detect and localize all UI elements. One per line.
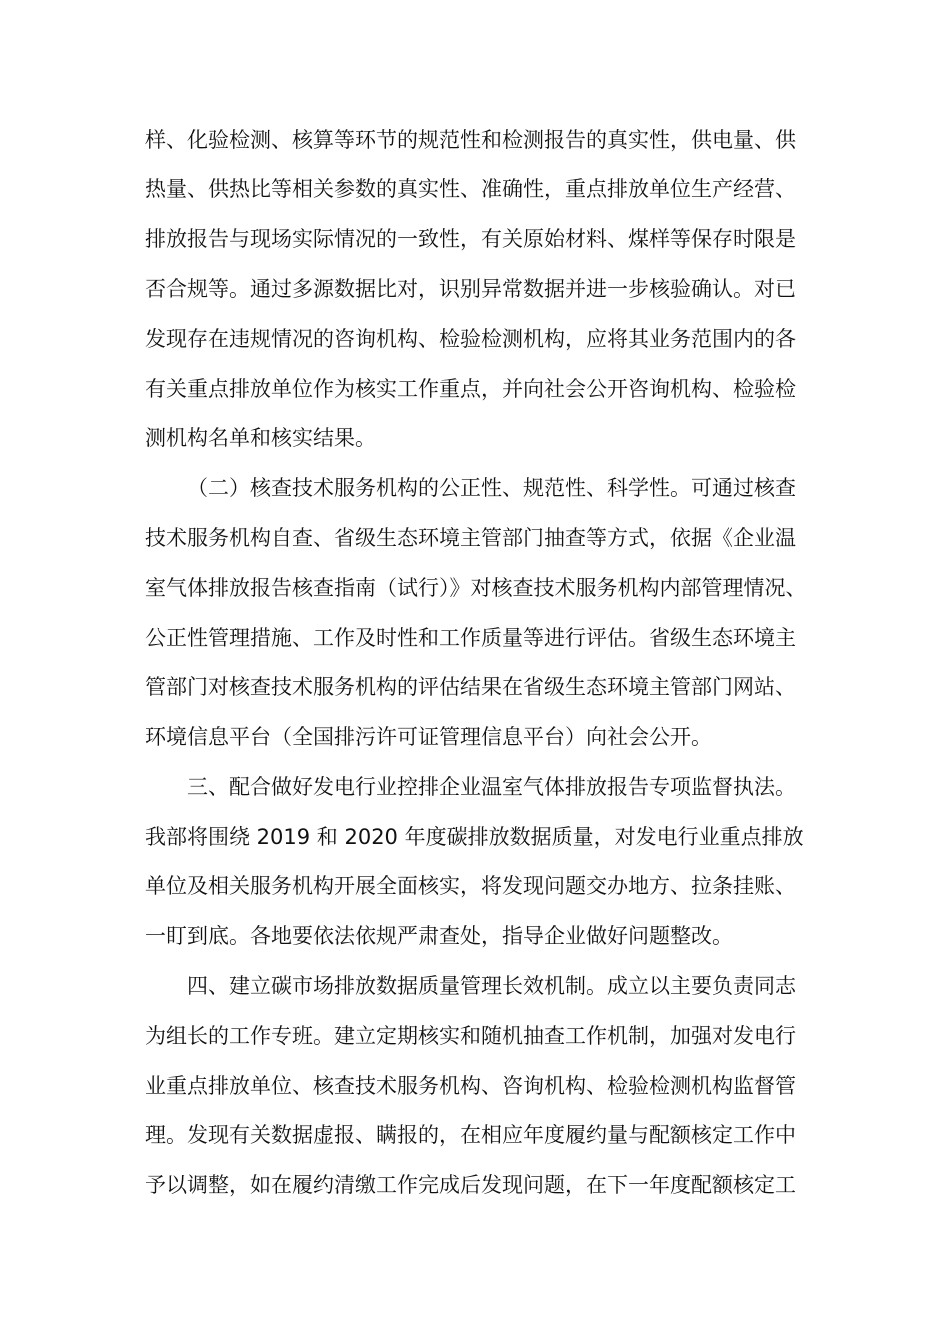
text-line-5: 发现存在违规情况的咨询机构、检验检测机构，应将其业务范围内的各 [145,327,796,351]
text-line-19: 为组长的工作专班。建立定期核实和随机抽查工作机制，加强对发电行 [145,1024,796,1048]
text-line-11: 公正性管理措施、工作及时性和工作质量等进行评估。省级生态环境主 [145,626,796,650]
paragraph-start-2: （二）核查技术服务机构的公正性、规范性、科学性。可通过核查 [187,476,796,500]
text-line-10: 室气体排放报告核查指南（试行）》对核查技术服务机构内部管理情况、 [145,576,807,600]
text-line-6: 有关重点排放单位作为核实工作重点，并向社会公开咨询机构、检验检 [145,377,796,401]
text-line-4: 否合规等。通过多源数据比对，识别异常数据并进一步核验确认。对已 [145,277,796,301]
text-line-9: 技术服务机构自查、省级生态环境主管部门抽查等方式，依据《企业温 [145,526,796,550]
section-heading-3: 三、配合做好发电行业控排企业温室气体排放报告专项监督执法。 [187,775,796,799]
text-line-1: 样、化验检测、核算等环节的规范性和检测报告的真实性，供电量、供 [145,128,796,152]
text-line-21: 理。发现有关数据虚报、瞒报的，在相应年度履约量与配额核定工作中 [145,1123,796,1147]
text-line-20: 业重点排放单位、核查技术服务机构、咨询机构、检验检测机构监督管 [145,1074,796,1098]
text-line-17: 一盯到底。各地要依法依规严肃查处，指导企业做好问题整改。 [145,924,733,948]
text-line-2: 热量、供热比等相关参数的真实性、准确性，重点排放单位生产经营、 [145,177,796,201]
text-line-15: 我部将围绕 2019 和 2020 年度碳排放数据质量，对发电行业重点排放 [145,825,804,849]
text-line-22: 予以调整，如在履约清缴工作完成后发现问题，在下一年度配额核定工 [145,1173,796,1197]
section-heading-4: 四、建立碳市场排放数据质量管理长效机制。成立以主要负责同志 [187,974,796,998]
text-line-16: 单位及相关服务机构开展全面核实，将发现问题交办地方、拉条挂账、 [145,874,796,898]
text-line-3: 排放报告与现场实际情况的一致性，有关原始材料、煤样等保存时限是 [145,227,796,251]
text-line-12: 管部门对核查技术服务机构的评估结果在省级生态环境主管部门网站、 [145,675,796,699]
text-line-13: 环境信息平台（全国排污许可证管理信息平台）向社会公开。 [145,725,712,749]
text-line-7: 测机构名单和核实结果。 [145,426,376,450]
